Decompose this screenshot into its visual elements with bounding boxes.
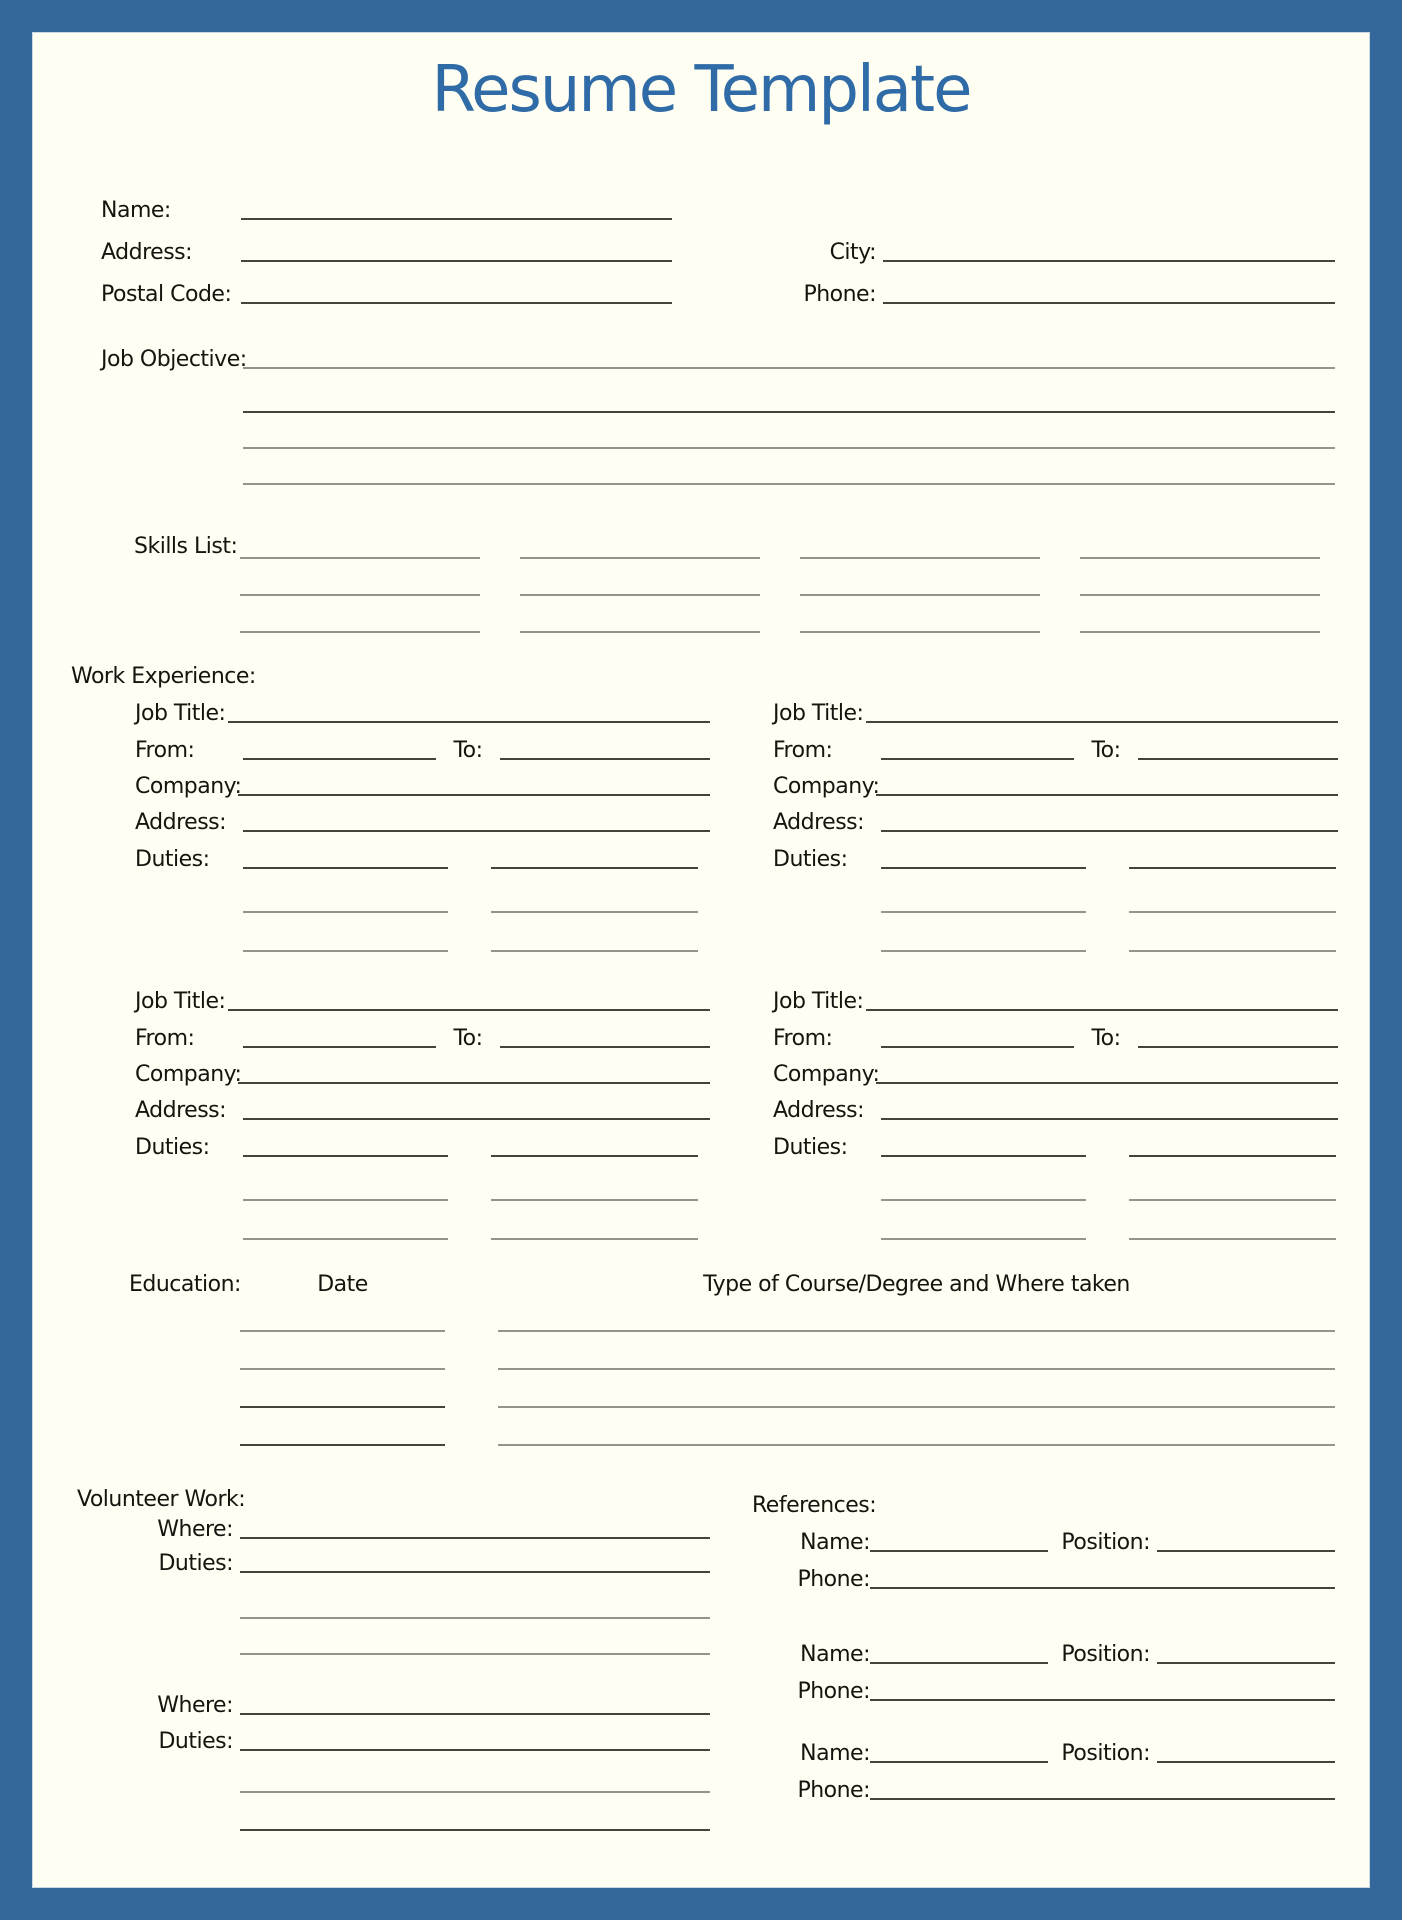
volunteer-where-line-1[interactable]: [240, 1537, 710, 1539]
we2-address-line[interactable]: [881, 830, 1338, 832]
we4-duties-line-1b[interactable]: [1129, 1155, 1336, 1157]
we3-job-title-line[interactable]: [228, 1009, 710, 1011]
ref3-position-line[interactable]: [1157, 1761, 1335, 1763]
job-objective-line-3[interactable]: [243, 447, 1335, 449]
job-objective-label: Job Objective:: [101, 346, 247, 372]
we3-duties-line-2b[interactable]: [491, 1199, 698, 1201]
ref3-name-line[interactable]: [870, 1761, 1048, 1763]
we1-duties-line-3a[interactable]: [243, 950, 448, 952]
from-label: From:: [135, 1025, 195, 1051]
postal-row: [101, 265, 1335, 307]
ref1-phone-line[interactable]: [870, 1587, 1335, 1589]
ref-phone-label: Phone:: [797, 1678, 870, 1704]
we3-address-line[interactable]: [243, 1118, 710, 1120]
we2-duties-line-1b[interactable]: [1129, 867, 1336, 869]
ref-position-label: Position:: [1061, 1740, 1150, 1766]
we3-from-line[interactable]: [243, 1046, 436, 1048]
ref-name-label: Name:: [800, 1529, 870, 1555]
from-label: From:: [773, 1025, 833, 1051]
volunteer-duties-line-2c[interactable]: [240, 1829, 710, 1831]
volunteer-duties-line-2b[interactable]: [240, 1791, 710, 1793]
education-course-header: Type of Course/Degree and Where taken: [703, 1271, 1130, 1297]
to-label: To:: [453, 737, 483, 763]
we2-duties-line-1a[interactable]: [881, 867, 1086, 869]
we4-duties-line-1a[interactable]: [881, 1155, 1086, 1157]
contact-section: [101, 181, 1335, 307]
postal-code-label: Postal Code:: [101, 281, 232, 307]
skills-line-r2c1[interactable]: [240, 594, 480, 596]
we4-duties-line-3a[interactable]: [881, 1238, 1086, 1240]
skills-line-r1c4[interactable]: [1080, 557, 1320, 559]
education-course-line-4[interactable]: [498, 1444, 1335, 1446]
skills-line-r1c3[interactable]: [800, 557, 1040, 559]
we1-duties-line-2a[interactable]: [243, 911, 448, 913]
ref2-position-line[interactable]: [1157, 1662, 1335, 1664]
education-date-line-1[interactable]: [240, 1330, 445, 1332]
we2-to-line[interactable]: [1138, 758, 1338, 760]
we1-address-line[interactable]: [243, 830, 710, 832]
skills-row-2: [134, 559, 1320, 596]
education-date-line-4[interactable]: [240, 1444, 445, 1446]
address-label: Address:: [773, 1097, 865, 1123]
to-label: To:: [1091, 1025, 1121, 1051]
address-label: Address:: [135, 1097, 227, 1123]
work-entry-3: [135, 977, 710, 1243]
skills-grid: [240, 557, 1320, 559]
work-experience-grid: [135, 689, 1338, 1243]
we4-address-line[interactable]: [881, 1118, 1338, 1120]
skills-grid: [240, 594, 1320, 596]
name-line[interactable]: [241, 218, 672, 220]
we1-duties-line-3b[interactable]: [491, 950, 698, 952]
ref-name-label: Name:: [800, 1641, 870, 1667]
skills-row-3: [134, 596, 1320, 633]
we3-company-line[interactable]: [238, 1082, 710, 1084]
we4-duties-line-2a[interactable]: [881, 1199, 1086, 1201]
skills-row-1: [134, 529, 1320, 559]
we3-to-line[interactable]: [500, 1046, 710, 1048]
to-label: To:: [1091, 737, 1121, 763]
ref1-position-line[interactable]: [1157, 1550, 1335, 1552]
volunteer-duties-line-1a[interactable]: [240, 1571, 710, 1573]
ref-phone-label: Phone:: [797, 1777, 870, 1803]
we1-duties-line-1b[interactable]: [491, 867, 698, 869]
we4-to-line[interactable]: [1138, 1046, 1338, 1048]
city-line[interactable]: [883, 260, 1335, 262]
volunteer-where-line-2[interactable]: [240, 1713, 710, 1715]
where-label: Where:: [157, 1692, 233, 1718]
work-experience-section: [71, 661, 1338, 1243]
duties-label: Duties:: [158, 1550, 233, 1576]
we1-to-line[interactable]: [500, 758, 710, 760]
we3-duties-line-1b[interactable]: [491, 1155, 698, 1157]
education-section: [129, 1273, 1335, 1449]
skills-line-r1c1[interactable]: [240, 557, 480, 559]
references-header: References:: [752, 1492, 877, 1518]
company-label: Company:: [773, 773, 880, 799]
ref3-phone-line[interactable]: [870, 1798, 1335, 1800]
education-course-line-1[interactable]: [498, 1330, 1335, 1332]
company-label: Company:: [135, 773, 242, 799]
we4-job-title-line[interactable]: [866, 1009, 1338, 1011]
postal-code-line[interactable]: [241, 302, 672, 304]
duties-label: Duties:: [773, 1134, 848, 1160]
we4-company-line[interactable]: [876, 1082, 1338, 1084]
work-experience-header: Work Experience:: [71, 663, 256, 689]
duties-label: Duties:: [158, 1728, 233, 1754]
volunteer-work-header: Volunteer Work:: [77, 1486, 246, 1512]
job-objective-line-2[interactable]: [243, 411, 1335, 413]
address-row: [101, 223, 1335, 265]
job-objective-row: [101, 333, 1335, 372]
education-date-header: Date: [317, 1271, 368, 1297]
address-label: Address:: [135, 809, 227, 835]
references-section: [752, 1484, 1335, 1803]
resume-page: [33, 33, 1369, 1887]
we4-duties-line-2b[interactable]: [1129, 1199, 1336, 1201]
we2-duties-line-3a[interactable]: [881, 950, 1086, 952]
we2-job-title-line[interactable]: [866, 721, 1338, 723]
skills-line-r1c2[interactable]: [520, 557, 760, 559]
skills-line-r3c1[interactable]: [240, 631, 480, 633]
phone-label: Phone:: [803, 281, 876, 307]
volunteer-duties-line-1c[interactable]: [240, 1653, 710, 1655]
we3-duties-line-3a[interactable]: [243, 1238, 448, 1240]
we2-from-line[interactable]: [881, 758, 1074, 760]
address-label: Address:: [101, 239, 193, 265]
city-label: City:: [829, 239, 876, 265]
we1-job-title-line[interactable]: [228, 721, 710, 723]
skills-line-r3c2[interactable]: [520, 631, 760, 633]
volunteer-section: [77, 1484, 717, 1834]
address-label: Address:: [773, 809, 865, 835]
ref-position-label: Position:: [1061, 1641, 1150, 1667]
job-title-label: Job Title:: [773, 700, 864, 726]
job-title-label: Job Title:: [135, 988, 226, 1014]
we4-from-line[interactable]: [881, 1046, 1074, 1048]
phone-line[interactable]: [883, 302, 1335, 304]
ref-position-label: Position:: [1061, 1529, 1150, 1555]
skills-line-r2c4[interactable]: [1080, 594, 1320, 596]
education-course-line-3[interactable]: [498, 1406, 1335, 1408]
to-label: To:: [453, 1025, 483, 1051]
ref-phone-label: Phone:: [797, 1566, 870, 1592]
work-entry-4: [773, 977, 1338, 1243]
company-label: Company:: [135, 1061, 242, 1087]
work-entry-2: [773, 689, 1338, 955]
we1-company-line[interactable]: [238, 794, 710, 796]
from-label: From:: [135, 737, 195, 763]
duties-label: Duties:: [773, 846, 848, 872]
duties-label: Duties:: [135, 846, 210, 872]
we4-duties-line-3b[interactable]: [1129, 1238, 1336, 1240]
page-title: Resume Template: [431, 53, 971, 127]
skills-line-r2c2[interactable]: [520, 594, 760, 596]
we2-company-line[interactable]: [876, 794, 1338, 796]
education-date-line-2[interactable]: [240, 1368, 445, 1370]
we3-duties-line-1a[interactable]: [243, 1155, 448, 1157]
duties-label: Duties:: [135, 1134, 210, 1160]
skills-section: [134, 529, 1320, 633]
we1-duties-line-1a[interactable]: [243, 867, 448, 869]
ref2-phone-line[interactable]: [870, 1699, 1335, 1701]
where-label: Where:: [157, 1516, 233, 1542]
volunteer-duties-line-2a[interactable]: [240, 1749, 710, 1751]
education-course-line-2[interactable]: [498, 1368, 1335, 1370]
name-label: Name:: [101, 197, 171, 223]
we2-duties-line-2b[interactable]: [1129, 911, 1336, 913]
address-line[interactable]: [241, 260, 672, 262]
skills-line-r3c3[interactable]: [800, 631, 1040, 633]
job-objective-line-4[interactable]: [243, 483, 1335, 485]
volunteer-duties-line-1b[interactable]: [240, 1617, 710, 1619]
skills-line-r2c3[interactable]: [800, 594, 1040, 596]
we2-duties-line-3b[interactable]: [1129, 950, 1336, 952]
ref2-name-line[interactable]: [870, 1662, 1048, 1664]
name-row: [101, 181, 1335, 223]
we3-duties-line-2a[interactable]: [243, 1199, 448, 1201]
education-label: Education:: [129, 1271, 241, 1297]
job-objective-section: [101, 333, 1335, 488]
we1-from-line[interactable]: [243, 758, 436, 760]
work-entry-1: [135, 689, 710, 955]
from-label: From:: [773, 737, 833, 763]
we1-duties-line-2b[interactable]: [491, 911, 698, 913]
company-label: Company:: [773, 1061, 880, 1087]
we3-duties-line-3b[interactable]: [491, 1238, 698, 1240]
job-title-label: Job Title:: [773, 988, 864, 1014]
skills-line-r3c4[interactable]: [1080, 631, 1320, 633]
job-objective-line-1[interactable]: [243, 367, 1335, 369]
education-date-line-3[interactable]: [240, 1406, 445, 1408]
job-title-label: Job Title:: [135, 700, 226, 726]
ref1-name-line[interactable]: [870, 1550, 1048, 1552]
skills-grid: [240, 631, 1320, 633]
we2-duties-line-2a[interactable]: [881, 911, 1086, 913]
skills-list-label: Skills List:: [134, 533, 238, 559]
ref-name-label: Name:: [800, 1740, 870, 1766]
